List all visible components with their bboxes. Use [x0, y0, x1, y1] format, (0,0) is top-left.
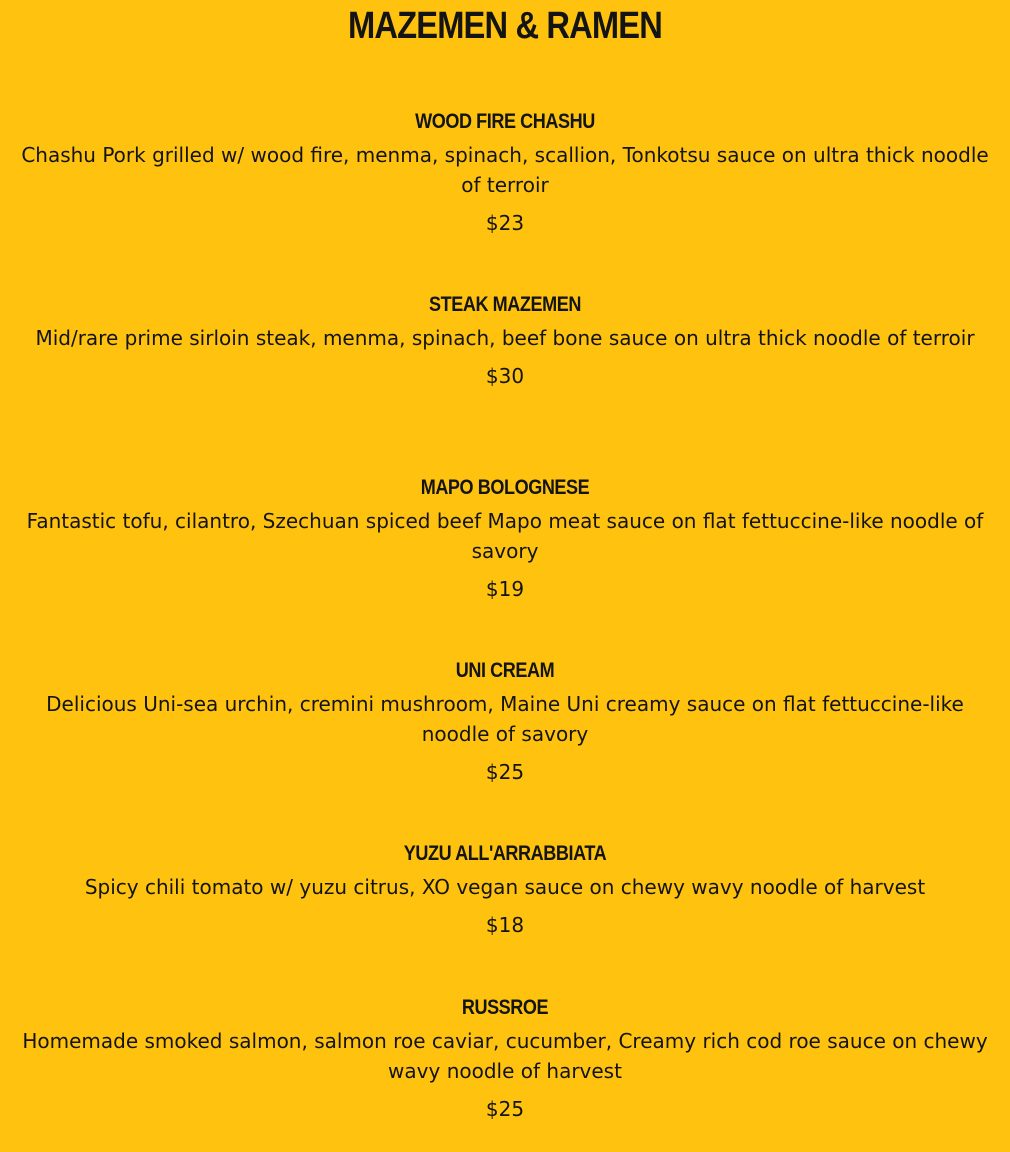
menu-item-yuzu-allarrabbiata — [0, 840, 1010, 940]
item-description: Mid/rare prime sirloin steak, menma, spinach, beef bone sauce on ultra thick noodle of terroir — [35, 326, 975, 350]
item-price: $30 — [485, 364, 525, 388]
item-description: Homemade smoked salmon, salmon roe caviar, cucumber, Creamy rich cod roe sauce on chewy wavy noodle of harvest — [22, 1029, 988, 1083]
item-name: YUZU ALL'ARRABBIATA — [403, 842, 607, 865]
menu-item-steak-mazemen — [0, 291, 1010, 391]
item-description: Delicious Uni-sea urchin, cremini mushroom, Maine Uni creamy sauce on flat fettuccine-like noodle of savory — [46, 692, 964, 746]
item-price: $23 — [485, 211, 525, 235]
item-name: UNI CREAM — [455, 659, 555, 682]
item-description: Spicy chili tomato w/ yuzu citrus, XO vegan sauce on chewy wavy noodle of harvest — [84, 875, 926, 899]
item-name: WOOD FIRE CHASHU — [415, 110, 595, 133]
item-price: $19 — [485, 577, 525, 601]
menu-item-mapo-bolognese — [0, 474, 1010, 604]
menu-item-wood-fire-chashu — [0, 108, 1010, 238]
section-title: MAZEMEN & RAMEN — [348, 5, 662, 47]
menu-item-russroe — [0, 994, 1010, 1124]
item-price: $18 — [485, 913, 525, 937]
item-name: RUSSROE — [461, 996, 549, 1019]
item-name: MAPO BOLOGNESE — [420, 476, 590, 499]
item-price: $25 — [485, 1097, 525, 1121]
item-name: STEAK MAZEMEN — [429, 293, 581, 316]
item-price: $25 — [485, 760, 525, 784]
item-description: Chashu Pork grilled w/ wood fire, menma, spinach, scallion, Tonkotsu sauce on ultra thick noodle of terroir — [21, 143, 989, 197]
item-description: Fantastic tofu, cilantro, Szechuan spiced beef Mapo meat sauce on flat fettuccine-like noodle of savory — [26, 509, 984, 563]
menu-item-uni-cream — [0, 657, 1010, 787]
